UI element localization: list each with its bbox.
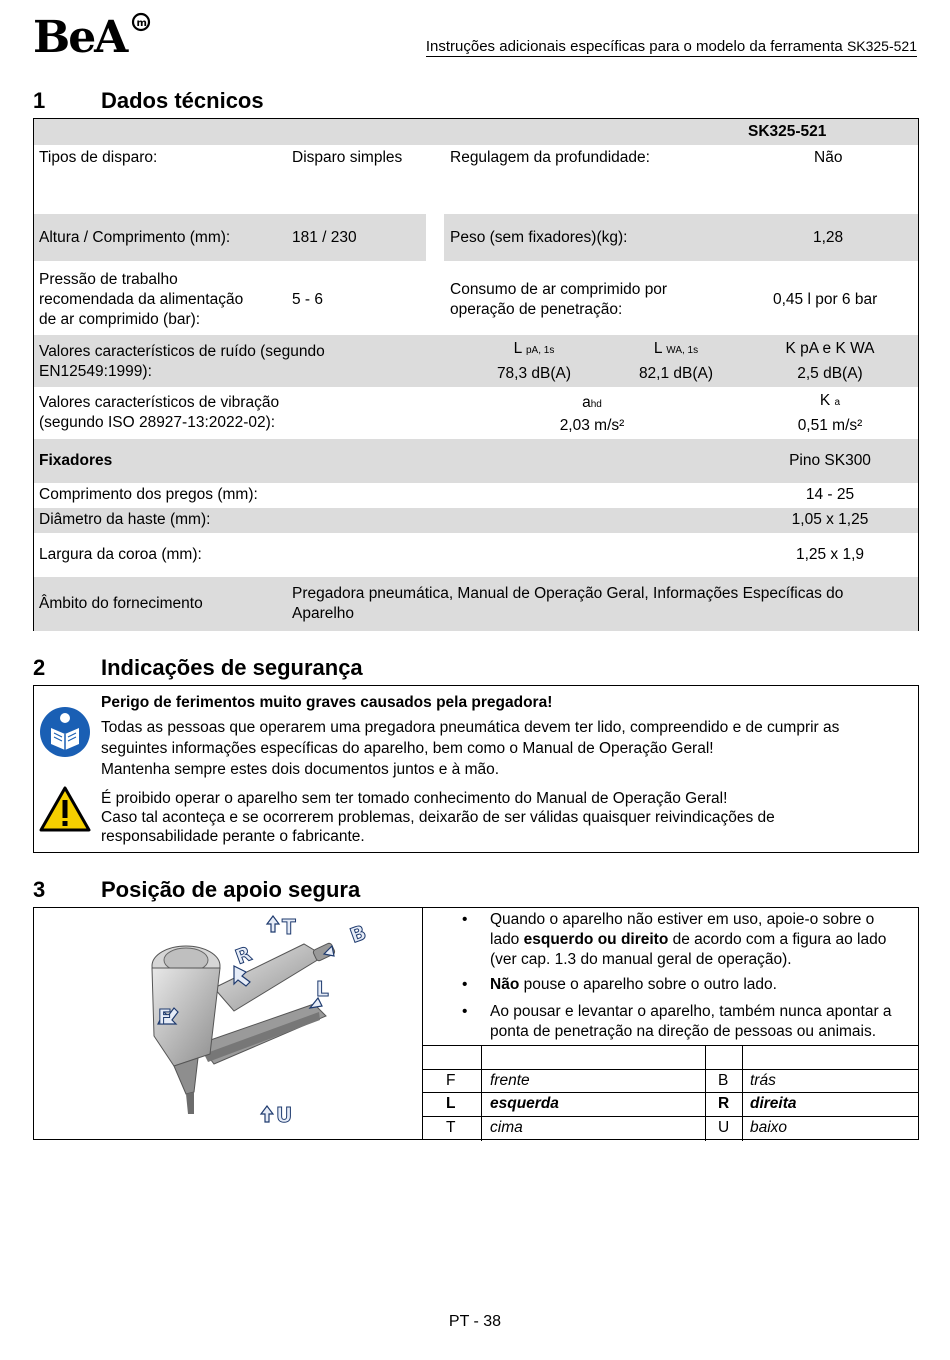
svg-text:F: F <box>158 1005 172 1029</box>
noise-value-lpa: 78,3 dB(A) <box>496 365 572 382</box>
key-meaning: direita <box>750 1095 797 1112</box>
bullet-text: lado esquerdo ou direito de acordo com a figura ao lado <box>490 931 887 948</box>
table-row <box>34 483 918 508</box>
vibration-header-ahd: ahd <box>582 394 602 411</box>
bullet-dot: • <box>462 911 468 928</box>
row-label: Tipos de disparo: <box>39 149 158 166</box>
row-label: Diâmetro da haste (mm): <box>39 511 211 528</box>
document-model: SK325-521 <box>846 38 917 54</box>
svg-text:R: R <box>232 941 255 970</box>
row-value: Aparelho <box>292 605 355 622</box>
svg-text:BeA: BeA <box>33 12 127 63</box>
table-row <box>34 335 918 387</box>
bea-logo <box>33 12 155 63</box>
table-header-row <box>34 119 918 145</box>
row-value: Pregadora pneumática, Manual de Operação Geral, Informações Específicas do <box>292 585 844 602</box>
safety-text: seguintes informações específicas do aparelho, bem como o Manual de Operação Geral! <box>101 740 714 757</box>
svg-text:B: B <box>346 919 370 948</box>
table-row <box>34 214 918 261</box>
document-title-text: Instruções adicionais específicas para o modelo da ferramenta <box>425 38 843 55</box>
read-manual-icon <box>39 706 91 758</box>
section-number: 3 <box>33 877 46 902</box>
noise-header-lwa: L WA, 1s <box>653 340 699 357</box>
page-number: PT - 38 <box>448 1313 502 1330</box>
row-label: Consumo de ar comprimido por <box>450 281 668 298</box>
key-letter: T <box>446 1119 456 1136</box>
warning-title: Perigo de ferimentos muito graves causados pela pregadora! <box>101 694 553 711</box>
model-column-header: SK325-521 <box>748 123 827 140</box>
key-letter: R <box>718 1095 730 1112</box>
bullet-text: ponta de penetração na direção de pessoas ou animais. <box>490 1023 877 1040</box>
row-label: Largura da coroa (mm): <box>39 546 202 563</box>
row-value: 1,25 x 1,9 <box>795 546 865 563</box>
warning-triangle-icon <box>39 786 91 832</box>
row-label: Comprimento dos pregos (mm): <box>39 486 258 503</box>
support-position-box: T R B F L U • Quando o aparelho não estiver em uso, apoie-o sobre o lado esquerdo ou direito de acordo com a figura ao lado (ver cap. 1.3 do manual geral de operação). • Não pouse o aparelho sobre o outro lado. • Ao pousar e levantar o aparelho, também nunca apontar a ponta de penetração na direção de pessoas ou animais. F frente B trás L esquerda R direita T cima U baixo <box>33 907 919 1140</box>
svg-text:L: L <box>316 977 329 1001</box>
noise-value-lwa: 82,1 dB(A) <box>638 365 714 382</box>
nailer-figure <box>114 915 370 1128</box>
page-header <box>33 12 917 63</box>
table-row <box>34 533 918 577</box>
row-label: (segundo ISO 28927-13:2022-02): <box>39 414 276 431</box>
table-row <box>34 145 918 214</box>
key-meaning: cima <box>490 1119 523 1136</box>
table-row <box>34 387 918 439</box>
vibration-value-ahd: 2,03 m/s² <box>559 417 625 434</box>
section-number: 1 <box>33 88 46 113</box>
noise-header-lpa: L pA, 1s <box>513 340 555 357</box>
key-meaning: trás <box>750 1072 776 1089</box>
row-label: Pressão de trabalho <box>39 271 178 288</box>
section-title: Dados técnicos <box>101 88 264 113</box>
bullet-dot: • <box>462 976 468 993</box>
bullet-text: Ao pousar e levantar o aparelho, também nunca apontar a <box>490 1003 892 1020</box>
table-row <box>34 261 918 335</box>
row-label: Altura / Comprimento (mm): <box>39 229 231 246</box>
vibration-header-k: K a <box>819 392 841 409</box>
table-row <box>34 439 918 483</box>
table-row <box>34 577 918 631</box>
technical-data-table <box>33 118 919 631</box>
safety-text: É proibido operar o aparelho sem ter tomado conhecimento do Manual de Operação Geral! <box>101 790 728 807</box>
svg-text:T: T <box>282 915 296 939</box>
key-letter: B <box>718 1072 729 1089</box>
key-meaning: esquerda <box>490 1095 559 1112</box>
row-label: Fixadores <box>39 452 113 469</box>
row-value: Não <box>814 149 843 166</box>
row-label: Valores característicos de vibração <box>39 394 280 411</box>
key-letter: U <box>718 1119 730 1136</box>
key-meaning: frente <box>490 1072 530 1089</box>
row-value: 0,45 l por 6 bar <box>773 291 878 308</box>
section-title: Posição de apoio segura <box>101 877 361 902</box>
row-label: Valores característicos de ruído (segundo <box>39 343 325 360</box>
noise-header-k: K pA e K WA <box>785 340 875 357</box>
row-value: Disparo simples <box>292 149 403 166</box>
bullet-text: (ver cap. 1.3 do manual geral de operação). <box>490 951 792 968</box>
row-value: 14 - 25 <box>805 486 855 503</box>
row-label: Âmbito do fornecimento <box>39 595 203 612</box>
key-meaning: baixo <box>750 1119 788 1136</box>
row-label: Peso (sem fixadores)(kg): <box>450 229 628 246</box>
safety-text: Caso tal aconteça e se ocorrerem problemas, deixarão de ser válidas quaisquer reivindicações de <box>101 809 775 826</box>
row-value: 1,28 <box>813 229 844 246</box>
document-title <box>426 38 917 57</box>
row-label: recomendada da alimentação <box>39 291 244 308</box>
safety-text: Mantenha sempre estes dois documentos juntos e à mão. <box>101 761 500 778</box>
bullet-text: Quando o aparelho não estiver em uso, apoie-o sobre o <box>490 911 875 928</box>
svg-text:U: U <box>276 1103 293 1127</box>
vibration-value-k: 0,51 m/s² <box>797 417 863 434</box>
key-letter: L <box>446 1095 456 1112</box>
row-value: 5 - 6 <box>292 291 324 308</box>
row-label: Regulagem da profundidade: <box>450 149 650 166</box>
row-value: Pino SK300 <box>789 452 871 469</box>
safety-text: Todas as pessoas que operarem uma pregadora pneumática devem ter lido, compreendido e de cumprir as <box>101 719 840 736</box>
row-label: EN12549:1999): <box>39 363 152 380</box>
direction-key-table <box>422 1045 918 1140</box>
svg-text:m: m <box>136 18 147 29</box>
row-value: 181 / 230 <box>292 229 357 246</box>
row-value: 1,05 x 1,25 <box>791 511 869 528</box>
section-number: 2 <box>33 655 46 680</box>
safety-text: responsabilidade perante o fabricante. <box>101 828 365 845</box>
safety-box <box>33 685 919 853</box>
row-label: de ar comprimido (bar): <box>39 311 201 328</box>
key-letter: F <box>446 1072 456 1089</box>
section-title: Indicações de segurança <box>101 655 363 680</box>
row-label: operação de penetração: <box>450 301 623 318</box>
table-row <box>34 508 918 533</box>
noise-value-k: 2,5 dB(A) <box>797 365 863 382</box>
bullet-dot: • <box>462 1003 468 1020</box>
